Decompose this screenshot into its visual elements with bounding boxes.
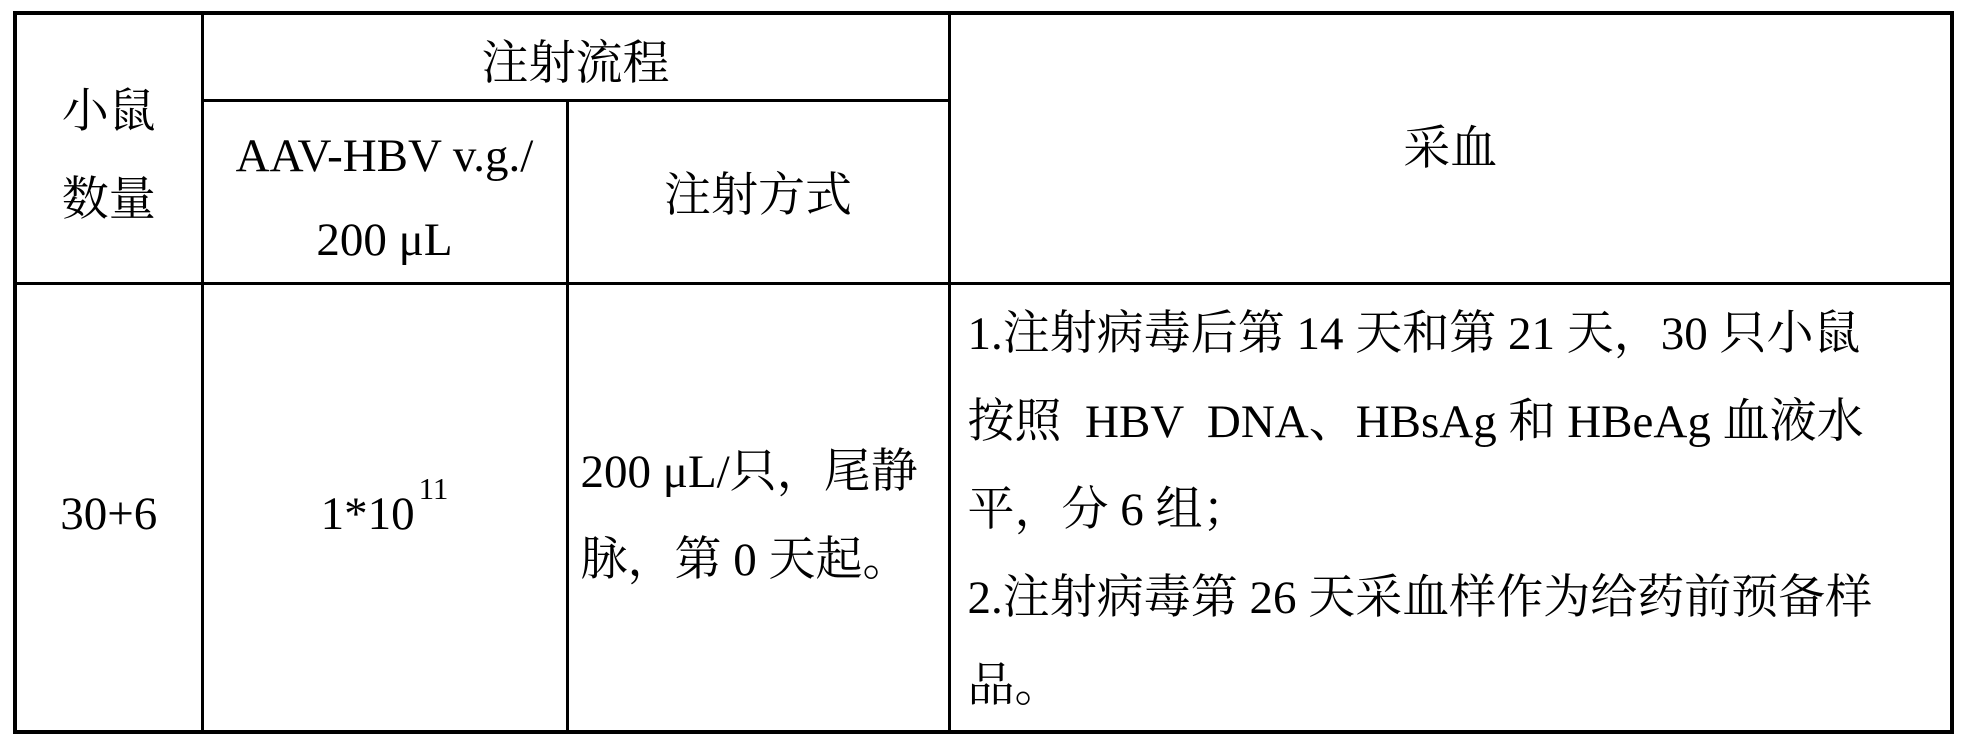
dose-exponent: 11 [418,470,449,506]
cell-mouse-count: 30+6 [15,284,202,733]
header-dose: AAV-HBV v.g./ 200 μL [202,101,567,284]
data-row [15,284,1952,733]
experiment-design-table [13,11,1954,734]
header-row-1 [15,13,1952,101]
header-blood-collection: 采血 [949,13,1952,284]
header-injection-method: 注射方式 [567,101,949,284]
cell-dose [202,284,567,733]
header-injection-process: 注射流程 [202,13,949,101]
dose-base: 1*10 [320,487,415,540]
cell-injection-method: 200 μL/只，尾静 脉，第 0 天起。 [567,284,949,733]
header-mouse-count: 小鼠 数量 [15,13,202,284]
cell-blood-collection: 1.注射病毒后第 14 天和第 21 天，30 只小鼠 按照 HBV DNA、HBsAg 和 HBeAg 血液水 平，分 6 组； 2.注射病毒第 26 天采血样作为给药前预备样 品。 [949,284,1952,733]
